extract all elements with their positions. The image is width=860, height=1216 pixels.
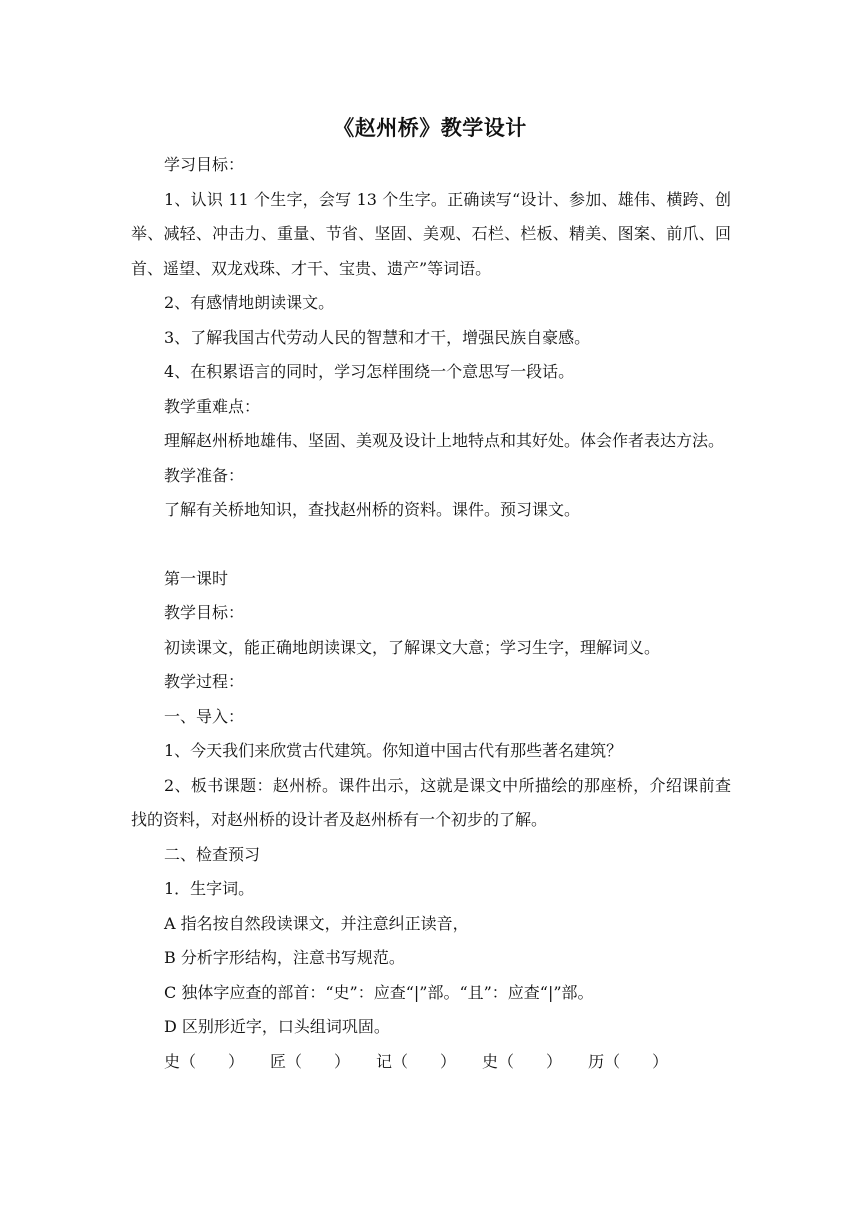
- objective-item-4: 4、在积累语言的同时，学习怎样围绕一个意思写一段话。: [164, 362, 575, 381]
- preview-substep-a: A 指名按自然段读课文，并注意纠正读音，: [164, 913, 469, 933]
- blank-item: 史（ ）: [164, 1051, 245, 1071]
- objective-item-1: 1、认识 11 个生字，会写 13 个生字。正确读写“设计、参加、雄伟、横跨、创举、减轻、冲击力、重量、节省、坚固、美观、石栏、栏板、精美、图案、前爪、回首、遥望、双龙戏珠、才干、宝贵、遗产”等词语。: [131, 189, 731, 278]
- document-title: 《赵州桥》教学设计: [333, 116, 527, 140]
- blank-line: [131, 528, 731, 562]
- preview-substep-c: C 独体字应查的部首：“史”：应查“|”部。“且”：应查“|”部。: [164, 982, 594, 1002]
- section-heading-objectives: 学习目标：: [164, 155, 245, 174]
- preparation-text: 了解有关桥地知识，查找赵州桥的资料。课件。预习课文。: [164, 500, 581, 519]
- preview-item-1: 1．生字词。: [164, 879, 255, 898]
- lesson-objectives-text: 初读课文，能正确地朗读课文，了解课文大意；学习生字，理解词义。: [164, 637, 661, 657]
- word-building-blanks: [131, 1045, 731, 1080]
- introduction-item-1: 1、今天我们来欣赏古代建筑。你知道中国古代有那些著名建筑？: [164, 741, 623, 760]
- blank-item: 匠（ ）: [270, 1051, 351, 1071]
- section-heading-preparation: 教学准备：: [164, 465, 245, 485]
- step-introduction-heading: 一、导入：: [164, 706, 245, 726]
- objective-item-3: 3、了解我国古代劳动人民的智慧和才干，增强民族自豪感。: [164, 327, 591, 347]
- section-heading-key-points: 教学重难点：: [164, 396, 261, 416]
- step-preview-check-heading: 二、检查预习: [164, 844, 261, 864]
- preview-substep-d: D 区别形近字，口头组词巩固。: [164, 1017, 390, 1036]
- blank-item: 史（ ）: [482, 1051, 563, 1071]
- objective-item-2: 2、有感情地朗读课文。: [164, 293, 335, 312]
- blank-item: 记（ ）: [376, 1051, 457, 1071]
- lesson-process-heading: 教学过程：: [164, 672, 245, 691]
- key-points-text: 理解赵州桥地雄伟、坚固、美观及设计上地特点和其好处。体会作者表达方法。: [164, 431, 725, 450]
- introduction-item-2: 2、板书课题：赵州桥。课件出示，这就是课文中所描绘的那座桥，介绍课前查找的资料，对赵州桥的设计者及赵州桥有一个初步的了解。: [131, 775, 731, 829]
- document-body: [131, 148, 731, 1079]
- lesson-objectives-heading: 教学目标：: [164, 603, 245, 622]
- preview-substep-b: B 分析字形结构，注意书写规范。: [164, 948, 405, 967]
- blank-item: 历（ ）: [588, 1051, 669, 1071]
- lesson-heading: 第一课时: [164, 568, 229, 588]
